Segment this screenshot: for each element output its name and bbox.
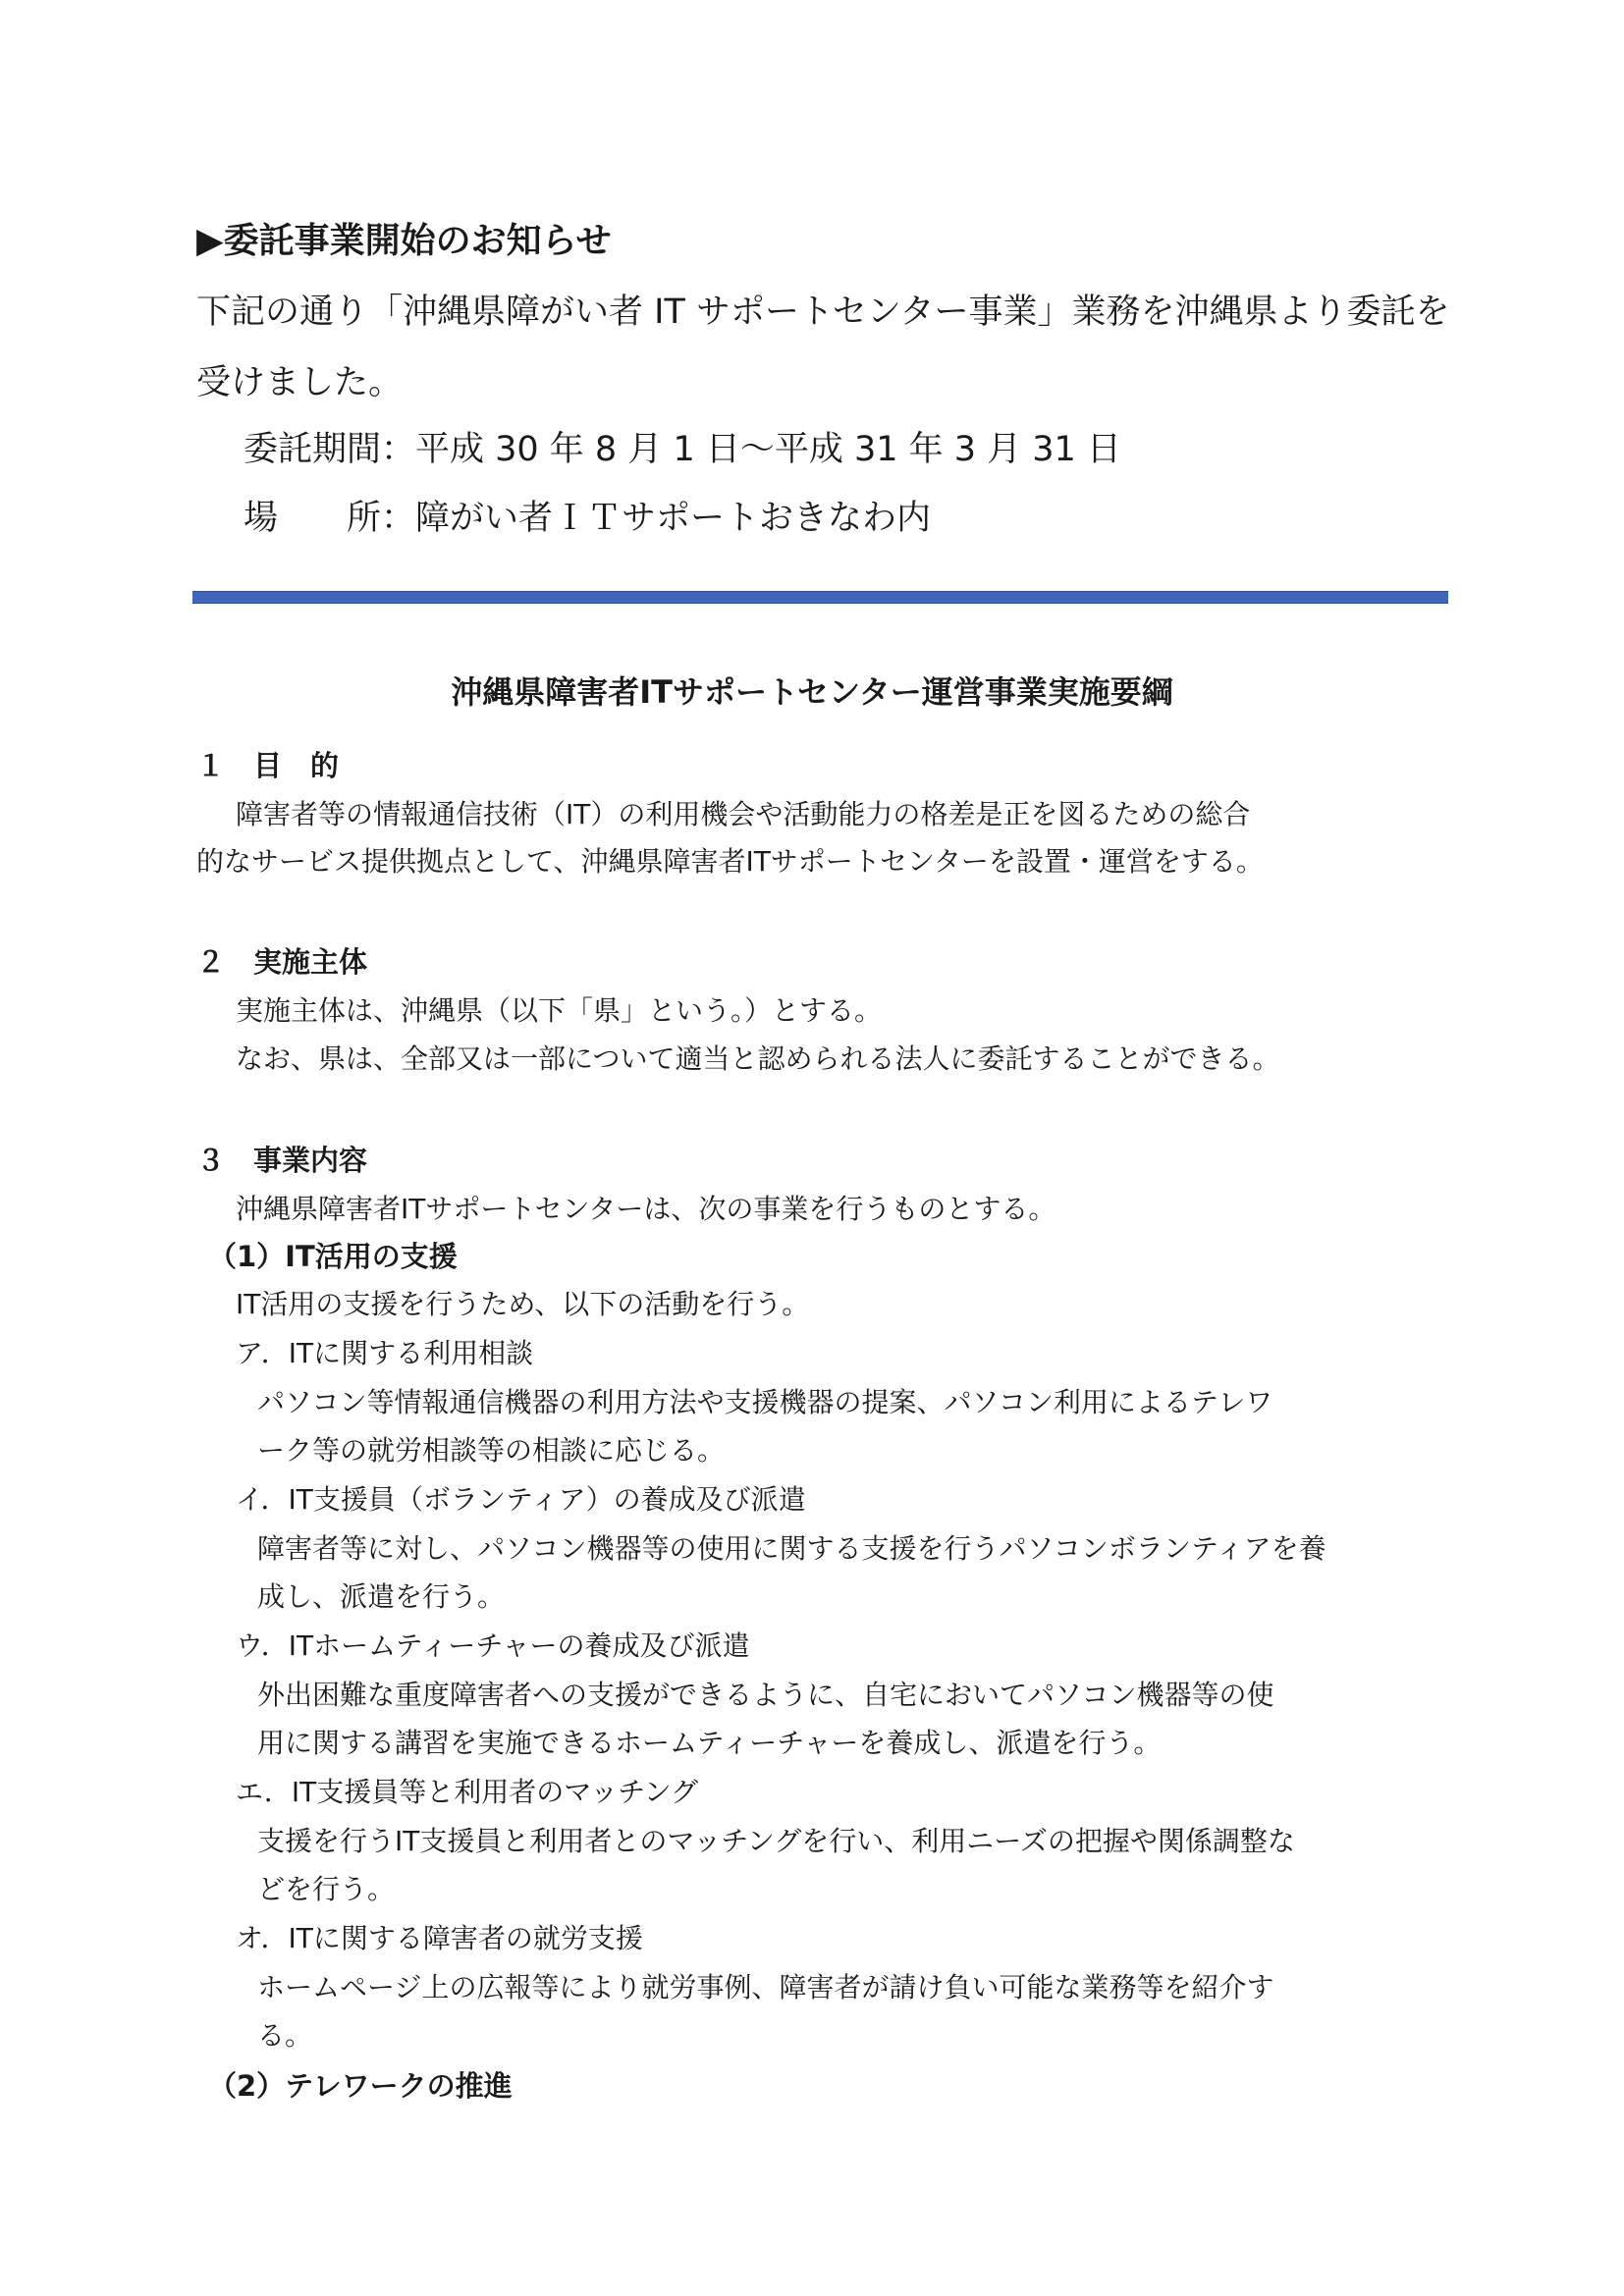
item-b-text-2: 成し、派遣を行う。 [257, 1580, 506, 1613]
item-c-text-1: 外出困難な重度障害者への支援ができるように、自宅においてパソコン機器等の使 [257, 1679, 1274, 1711]
place-value: 障がい者ＩＴサポートおきなわ内 [415, 499, 932, 538]
item-a-text-1: パソコン等情報通信機器の利用方法や支援機器の提案、パソコン利用によるテレワ [257, 1386, 1273, 1418]
section-2-text-2: なお、県は、全部又は一部について適当と認められる法人に委託することができる。 [236, 1042, 1280, 1075]
section-1-text-1: 障害者等の情報通信技術（IT）の利用機会や活動能力の格差是正を図るための総合 [236, 798, 1251, 830]
section-1-heading: １ 目 的 [196, 749, 340, 782]
item-d-title: エ．IT支援員等と利用者のマッチング [236, 1776, 699, 1808]
section-3-intro: 沖縄県障害者ITサポートセンターは、次の事業を行うものとする。 [236, 1193, 1056, 1225]
item-e-text-2: る。 [257, 2019, 313, 2052]
subsection-1-intro: IT活用の支援を行うため、以下の活動を行う。 [236, 1288, 810, 1320]
item-a-text-2: ーク等の就労相談等の相談に応じる。 [257, 1434, 726, 1467]
notice-line-1: 下記の通り「沖縄県障がい者 IT サポートセンター事業」業務を沖縄県より委託を [196, 293, 1450, 332]
section-2-text-1: 実施主体は、沖縄県（以下「県」という。）とする。 [236, 994, 883, 1027]
notice-place [244, 491, 931, 540]
place-label: 場 所： [244, 499, 416, 538]
item-d-text-2: どを行う。 [257, 1873, 396, 1905]
item-e-title: オ．ITに関する障害者の就労支援 [236, 1922, 643, 1954]
period-value: 平成 30 年 8 月 1 日～平成 31 年 3 月 31 日 [415, 430, 1121, 469]
item-c-text-2: 用に関する講習を実施できるホームティーチャーを養成し、派遣を行う。 [257, 1727, 1162, 1759]
item-a-title: ア．ITに関する利用相談 [236, 1337, 534, 1369]
section-2-heading: ２ 実施主体 [196, 945, 368, 979]
subsection-2-heading: （2）テレワークの推進 [208, 2069, 513, 2103]
section-1-text-2: 的なサービス提供拠点として、沖縄県障害者ITサポートセンターを設置・運営をする。 [196, 845, 1264, 878]
notice-line-2: 受けました。 [196, 363, 404, 402]
notice-period [244, 422, 1121, 471]
item-d-text-1: 支援を行うIT支援員と利用者とのマッチングを行い、利用ニーズの把握や関係調整な [257, 1825, 1295, 1857]
item-e-text-1: ホームページ上の広報等により就労事例、障害者が請け負い可能な業務等を紹介す [257, 1971, 1274, 2003]
document-title: 沖縄県障害者ITサポートセンター運営事業実施要綱 [451, 673, 1173, 711]
item-b-title: イ．IT支援員（ボランティア）の養成及び派遣 [236, 1483, 806, 1516]
notice-title: ▶委託事業開始のお知らせ [196, 221, 612, 261]
item-b-text-1: 障害者等に対し、パソコン機器等の使用に関する支援を行うパソコンボランティアを養 [257, 1532, 1326, 1565]
period-label: 委託期間： [244, 430, 416, 469]
item-c-title: ウ．ITホームティーチャーの養成及び派遣 [236, 1629, 750, 1662]
subsection-1-heading: （1）IT活用の支援 [208, 1240, 458, 1273]
section-divider [192, 591, 1448, 604]
section-3-heading: ３ 事業内容 [196, 1144, 368, 1177]
